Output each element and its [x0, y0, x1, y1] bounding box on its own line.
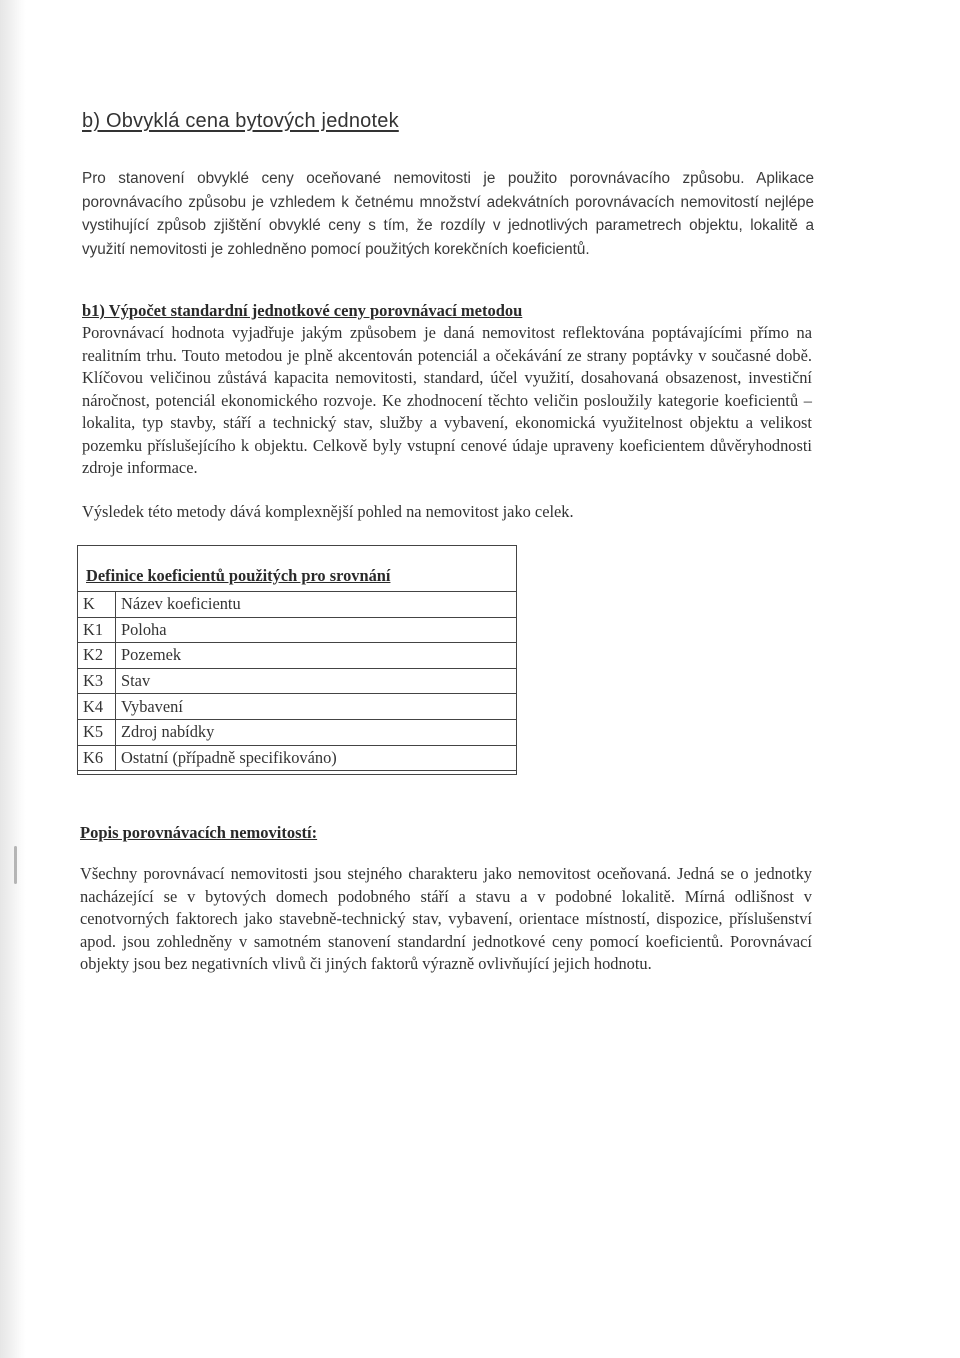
table-row [78, 745, 517, 771]
section-b-heading: b) Obvyklá cena bytových jednotek [82, 110, 399, 132]
table-row [78, 668, 517, 694]
coefficients-title: Definice koeficientů použitých pro srovnání [86, 566, 391, 585]
section-b-paragraph: Pro stanovení obvyklé ceny oceňované nemovitosti je použito porovnávacího způsobu. Aplikace porovnávacího způsobu je vzhledem k četnému množství adekvátních porovnávacích nemovitostí nejlépe vystihující způsob zjištění obvyklé ceny s tím, že rozdíly v jednotlivých parametrech objektu, lokalitě a využití nemovitosti je zohledněno pomocí použitých korekčních koeficientů. [82, 170, 814, 258]
scan-artifact-mark [14, 846, 17, 884]
coefficient-code: K1 [78, 617, 116, 643]
coefficients-table [77, 591, 517, 771]
table-header-row [78, 592, 517, 618]
table-row [78, 694, 517, 720]
coefficient-name: Stav [116, 668, 517, 694]
coefficient-code: K3 [78, 668, 116, 694]
coefficient-name: Pozemek [116, 643, 517, 669]
coefficient-code: K2 [78, 643, 116, 669]
coefficient-name: Vybavení [116, 694, 517, 720]
section-b1-heading: b1) Výpočet standardní jednotkové ceny porovnávací metodou [82, 301, 523, 320]
coefficient-name: Ostatní (případně specifikováno) [116, 745, 517, 771]
header-code-cell: K [78, 592, 116, 618]
table-row [78, 643, 517, 669]
table-row [78, 719, 517, 745]
coefficient-name: Zdroj nabídky [116, 719, 517, 745]
coefficient-code: K5 [78, 719, 116, 745]
header-name-cell: Název koeficientu [116, 592, 517, 618]
coefficient-code: K6 [78, 745, 116, 771]
table-row [78, 617, 517, 643]
section-b1-conclusion: Výsledek této metody dává komplexnější pohled na nemovitost jako celek. [82, 502, 574, 521]
section-popis-paragraph: Všechny porovnávací nemovitosti jsou stejného charakteru jako nemovitost oceňovaná. Jedná se o jednotky nacházející se v bytových domech podobného stáří a stavu a v podobné lokalitě. Mírná odlišnost v cenotvorných faktorech jako stavebně-technický stav, vybavení, orientace místností, dispozice, příslušenství apod. jsou zohledněny v samotném stanovení standardní jednotkové ceny pomocí koeficientů. Porovnávací objekty jsou bez negativních vlivů či jiných faktorů výrazně ovlivňující jejich hodnotu. [80, 864, 812, 973]
section-popis-heading: Popis porovnávacích nemovitostí: [80, 823, 318, 842]
section-b1-paragraph: Porovnávací hodnota vyjadřuje jakým způsobem je daná nemovitost reflektována poptávajícími přímo na realitním trhu. Touto metodou je plně akcentován potenciál a očekávání ze strany poptávky v současné době. Klíčovou veličinou zůstává kapacita nemovitosti, standard, účel využití, dosahovaná obsazenost, investiční náročnost, potenciál ekonomického rozvoje. Ke zhodnocení těchto veličin posloužily kategorie koeficientů – lokalita, typ stavby, stáří a technický stav, služby a vybavení, ekonomická využitelnost objektu a velikost pozemku příslušejícího k objektu. Celkově byly vstupní cenové údaje upraveny koeficientem důvěryhodnosti zdroje informace. [82, 323, 812, 477]
coefficient-name: Poloha [116, 617, 517, 643]
coefficient-code: K4 [78, 694, 116, 720]
scan-edge-shadow [0, 0, 26, 1358]
